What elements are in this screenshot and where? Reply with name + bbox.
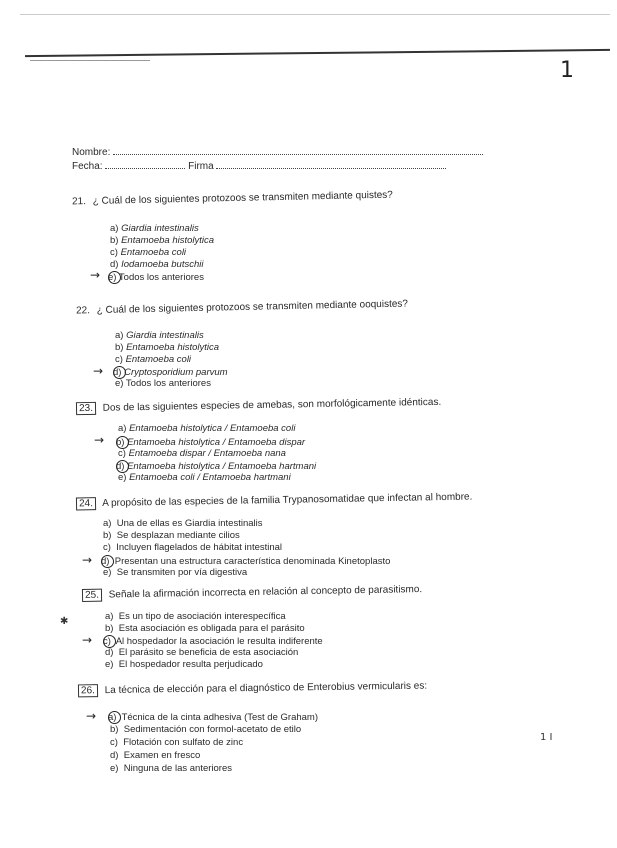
question-23 [76,396,441,415]
question-number: 23. [76,402,96,415]
question-text: A propósito de las especies de la familia Trypanosomatidae que infectan al hombre. [102,491,473,510]
option-24b[interactable]: b) Se desplazan mediante cilios [103,530,240,541]
option-24d[interactable]: d) Presentan una estructura característica denominada Kinetoplasto [101,556,391,568]
date-line[interactable] [105,160,185,169]
question-text: La técnica de elección para el diagnóstico de Enterobius vermicularis es: [104,680,428,697]
question-24 [76,491,473,511]
question-22 [76,299,408,317]
option-26d[interactable]: d) Examen en fresco [110,750,201,761]
option-23a[interactable]: a) Entamoeba histolytica / Entamoeba coli [118,423,296,434]
option-23d[interactable]: d) Entamoeba histolytica / Entamoeba hartmani [116,461,317,473]
option-22e[interactable]: e) Todos los anteriores [115,378,211,389]
arrow-mark-icon: → [86,709,97,723]
option-21d[interactable]: d) Iodamoeba butschii [110,259,204,270]
question-number: 24. [76,497,96,510]
option-23b[interactable]: b) Entamoeba histolytica / Entamoeba dispar [116,437,306,449]
date-label: Fecha: [72,161,103,172]
option-26b[interactable]: b) Sedimentación con formol-acetato de etilo [110,724,302,735]
page-number: 1 [560,58,574,83]
option-25c[interactable]: c) Al hospedador la asociación le resulta indiferente [103,636,323,648]
option-21e[interactable]: e) Todos los anteriores [108,272,204,284]
option-23c[interactable]: c) Entamoeba dispar / Entamoeba nana [118,448,286,459]
signature-label: Firma [188,161,214,172]
side-mark: 1 I [540,732,553,743]
option-25b[interactable]: b) Esta asociación es obligada para el parásito [105,623,305,634]
header-rule [25,49,610,57]
option-21c[interactable]: c) Entamoeba coli [110,247,187,258]
option-24c[interactable]: c) Incluyen flagelados de hábitat intestinal [103,542,283,553]
header-rule-secondary [30,60,150,61]
arrow-mark-icon: → [82,633,93,647]
option-22d[interactable]: d) Cryptosporidium parvum [113,367,228,379]
option-22b[interactable]: b) Entamoeba histolytica [115,342,220,353]
option-22c[interactable]: c) Entamoeba coli [115,354,192,365]
option-21a[interactable]: a) Giardia intestinalis [110,223,199,234]
question-number: 26. [78,684,98,697]
option-22a[interactable]: a) Giardia intestinalis [115,330,204,341]
option-25a[interactable]: a) Es un tipo de asociación interespecífica [105,611,286,622]
name-line[interactable] [113,146,483,155]
option-26e[interactable]: e) Ninguna de las anteriores [110,763,232,774]
arrow-mark-icon: → [90,268,101,282]
question-25 [82,583,422,602]
margin-note: ✱ [60,616,69,627]
question-text: Señale la afirmación incorrecta en relación al concepto de parasitismo. [108,584,423,601]
option-26a[interactable]: a) Técnica de la cinta adhesiva (Test de Graham) [108,712,318,724]
question-text: Dos de las siguientes especies de amebas, son morfológicamente idénticas. [102,396,442,414]
option-23e[interactable]: e) Entamoeba coli / Entamoeba hartmani [118,472,291,483]
question-number: 22. [75,305,91,317]
arrow-mark-icon: → [82,553,93,567]
signature-line[interactable] [216,160,446,169]
name-label: Nombre: [72,147,111,158]
option-24a[interactable]: a) Una de ellas es Giardia intestinalis [103,518,263,529]
option-25d[interactable]: d) El parásito se beneficia de esta asociación [105,647,299,658]
date-field[interactable] [72,160,446,172]
question-21 [72,190,393,208]
option-26c[interactable]: c) Flotación con sulfato de zinc [110,737,244,748]
option-25e[interactable]: e) El hospedador resulta perjudicado [105,659,263,670]
question-text: ¿ Cuál de los siguientes protozoos se transmiten mediante ooquistes? [96,298,409,317]
question-number: 25. [82,589,102,602]
question-26 [78,680,427,698]
question-number: 21. [71,196,87,208]
arrow-mark-icon: → [94,433,105,447]
top-edge-line [20,14,610,15]
name-field[interactable] [72,146,483,158]
option-24e[interactable]: e) Se transmiten por vía digestiva [103,567,248,578]
question-text: ¿ Cuál de los siguientes protozoos se transmiten mediante quistes? [92,189,393,207]
arrow-mark-icon: → [93,364,104,378]
option-21b[interactable]: b) Entamoeba histolytica [110,235,215,246]
